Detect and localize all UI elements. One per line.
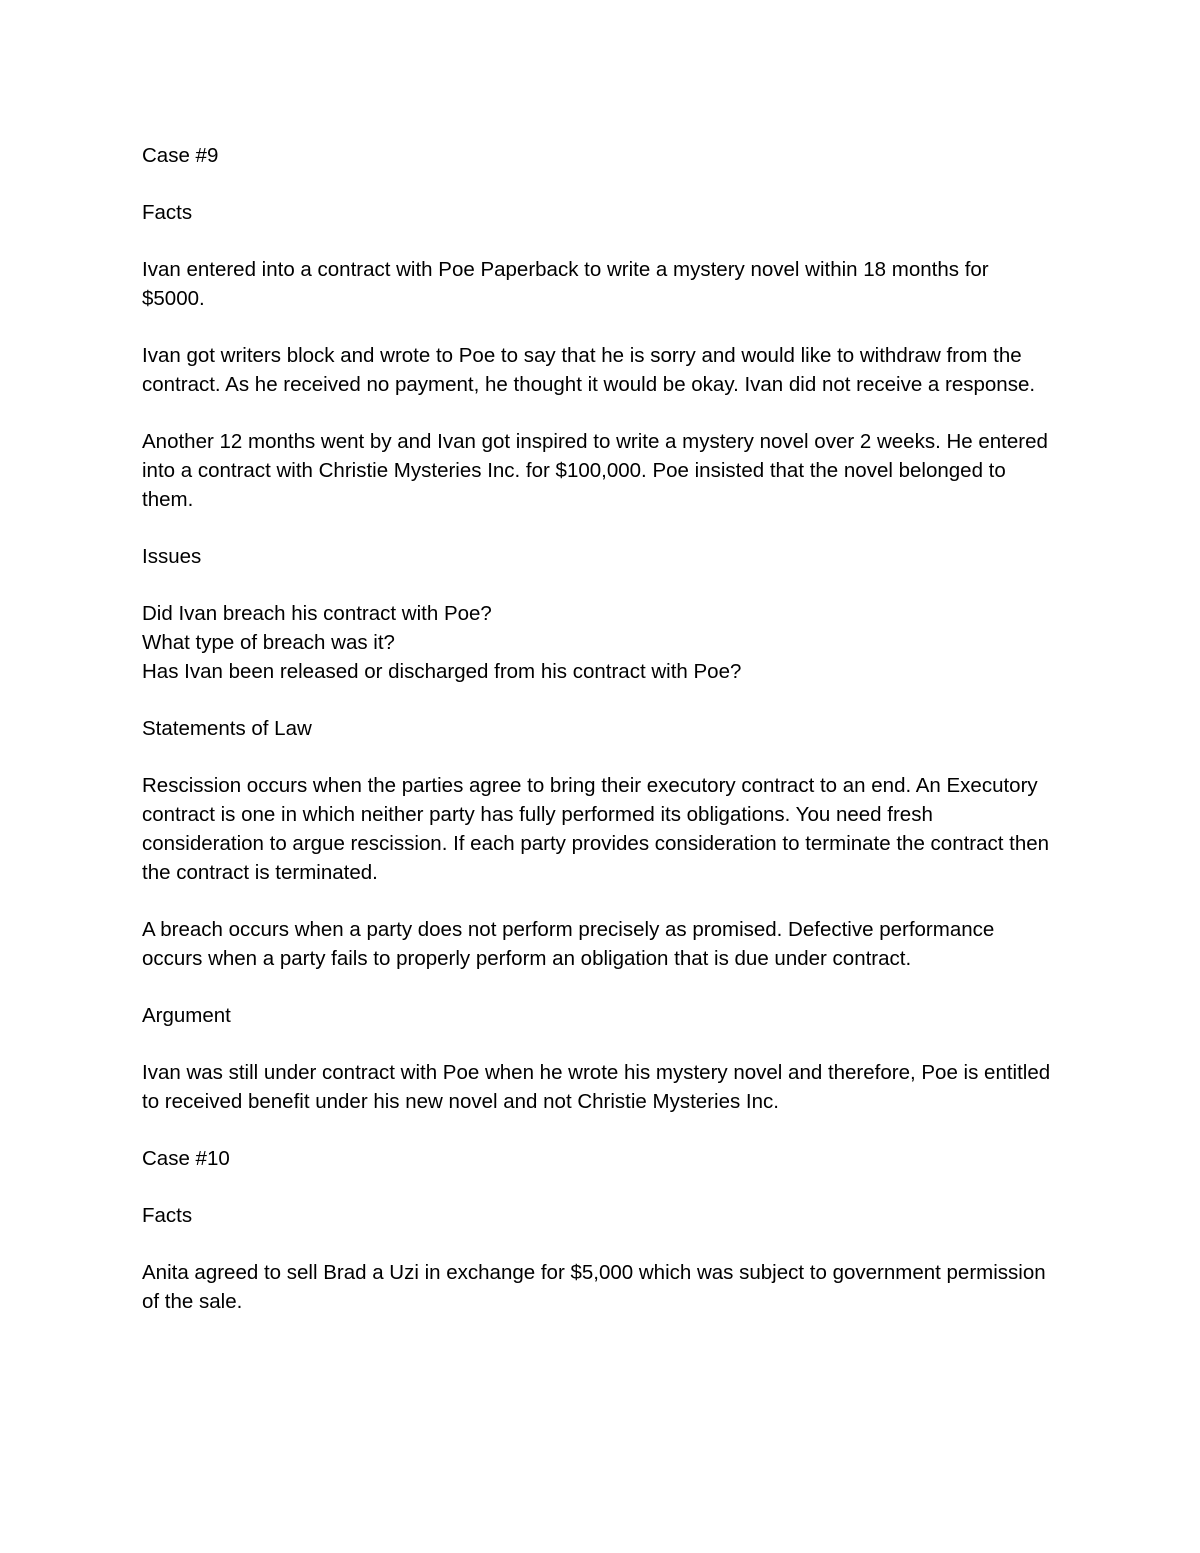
case-10-facts-heading: Facts xyxy=(142,1204,193,1227)
case-9-facts-paragraph-2: Ivan got writers block and wrote to Poe to say that he is sorry and would like to withdraw from the contract. As he received no payment, he thought it would be okay. Ivan did not receive a response. xyxy=(142,344,1036,396)
document-body xyxy=(142,141,1052,1344)
case-9-argument-paragraph-1: Ivan was still under contract with Poe when he wrote his mystery novel and therefore, Poe is entitled to received benefit under his new novel and not Christie Mysteries Inc. xyxy=(142,1061,1051,1113)
case-9-issues-heading: Issues xyxy=(142,545,202,568)
case-9-law-heading: Statements of Law xyxy=(142,717,312,740)
case-9-title: Case #9 xyxy=(142,144,219,167)
case-10-title: Case #10 xyxy=(142,1147,230,1170)
case-9-facts-heading: Facts xyxy=(142,201,193,224)
case-9-law-paragraph-2: A breach occurs when a party does not perform precisely as promised. Defective performance occurs when a party fails to properly perform an obligation that is due under contract. xyxy=(142,918,995,970)
case-9-law-paragraph-1: Rescission occurs when the parties agree to bring their executory contract to an end. An Executory contract is one in which neither party has fully performed its obligations. You need fresh consideration to argue rescission. If each party provides consideration to terminate the contract then the contract is terminated. xyxy=(142,774,1050,884)
case-9-issue-1: Did Ivan breach his contract with Poe? xyxy=(142,602,492,625)
case-9-facts-paragraph-1: Ivan entered into a contract with Poe Paperback to write a mystery novel within 18 months for $5000. xyxy=(142,258,989,310)
case-9-argument-heading: Argument xyxy=(142,1004,231,1027)
case-9-issue-3: Has Ivan been released or discharged from his contract with Poe? xyxy=(142,660,742,683)
case-10-facts-paragraph-1: Anita agreed to sell Brad a Uzi in exchange for $5,000 which was subject to government permission of the sale. xyxy=(142,1261,1046,1313)
case-9-issue-2: What type of breach was it? xyxy=(142,631,395,654)
case-9-facts-paragraph-3: Another 12 months went by and Ivan got inspired to write a mystery novel over 2 weeks. He entered into a contract with Christie Mysteries Inc. for $100,000. Poe insisted that the novel belonged to them. xyxy=(142,430,1048,511)
